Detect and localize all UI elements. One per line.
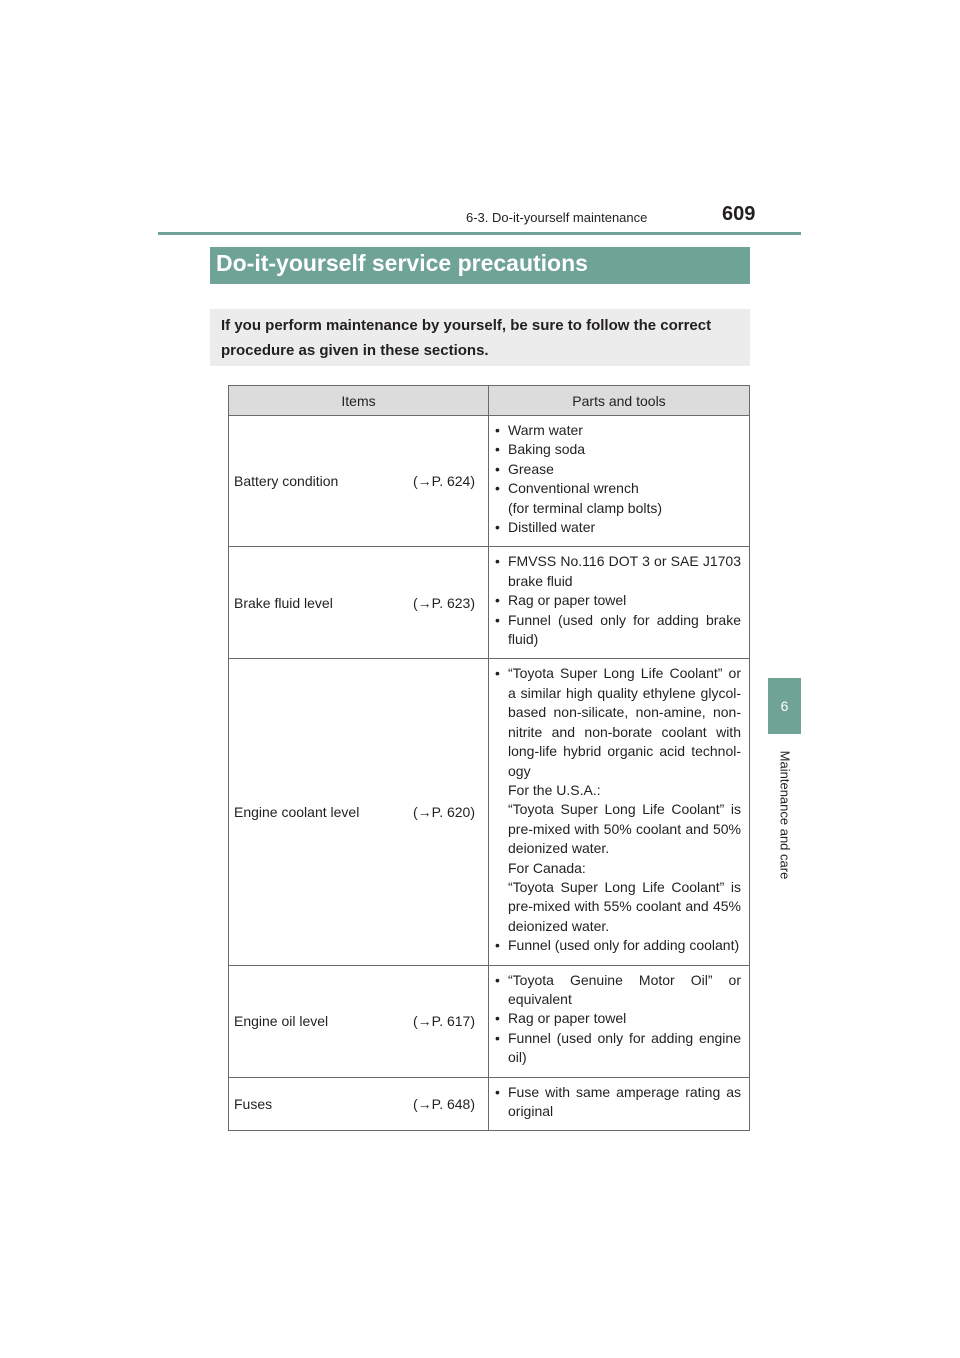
item-name: Brake fluid level <box>234 594 333 611</box>
item-cell <box>229 965 489 1077</box>
part-text: • Grease <box>508 460 554 477</box>
section-title: 6-3. Do-it-yourself maintenance <box>466 210 648 225</box>
table-body <box>229 416 750 1131</box>
part-note: “Toyota Super Long Life Coolant” is pre-mixed with 55% coolant and 45% deionized water. <box>508 878 741 934</box>
list-item <box>495 421 741 440</box>
part-text: • Conventional wrench <box>508 480 639 497</box>
part-text: • Fuse with same amperage rating as original <box>508 1083 741 1119</box>
header-parts: Parts and tools <box>489 386 750 416</box>
header-items: Items <box>229 386 489 416</box>
parts-list <box>495 421 741 537</box>
parts-list <box>495 971 741 1068</box>
parts-cell <box>489 416 750 547</box>
service-table <box>228 385 750 1131</box>
part-text: • FMVSS No.116 DOT 3 or SAE J1703 brake fluid <box>508 553 741 589</box>
part-note: (for terminal clamp bolts) <box>508 499 663 516</box>
part-text: • Distilled water <box>508 519 596 536</box>
item-cell <box>229 547 489 659</box>
page-reference: (→P. 648) <box>413 1096 475 1112</box>
table-header-row <box>229 386 750 416</box>
item-line <box>234 1096 475 1112</box>
chapter-label: Maintenance and care <box>777 750 793 880</box>
list-item <box>495 936 741 955</box>
page-title: Do-it-yourself service precautions <box>210 247 750 284</box>
parts-cell <box>489 659 750 965</box>
item-cell <box>229 416 489 547</box>
item-name: Engine oil level <box>234 1013 329 1030</box>
header-rule <box>158 232 801 235</box>
parts-list <box>495 664 741 955</box>
parts-cell <box>489 547 750 659</box>
chapter-tab: 6 <box>768 678 801 734</box>
page-reference: (→P. 620) <box>413 804 475 821</box>
parts-cell <box>489 1077 750 1131</box>
part-text: • “Toyota Genuine Motor Oil” or equivalent <box>508 971 741 1007</box>
table-row <box>229 547 750 659</box>
part-text: • “Toyota Super Long Life Coolant” or a similar high quality ethylene glycol-based non-silicate, non-amine, non-nitrite and non-borate coolant with long-life hybrid organic acid technol-ogy <box>508 665 741 779</box>
part-text: • Funnel (used only for adding brake fluid) <box>508 611 741 648</box>
part-note: For the U.S.A.: <box>508 781 601 798</box>
list-item <box>495 1009 741 1028</box>
list-item <box>495 1029 741 1068</box>
page-reference: (→P. 617) <box>413 1013 475 1030</box>
part-note: “Toyota Super Long Life Coolant” is pre-mixed with 50% coolant and 50% deionized water. <box>508 801 741 857</box>
table-row <box>229 416 750 547</box>
list-item <box>495 552 741 591</box>
part-text: • Warm water <box>508 422 583 438</box>
list-item <box>495 1083 741 1122</box>
intro-box: If you perform maintenance by yourself, be sure to follow the correct procedure as given in these sections. <box>210 309 750 366</box>
item-line <box>234 1013 475 1029</box>
list-item <box>495 460 741 479</box>
list-item <box>495 971 741 1010</box>
item-cell <box>229 659 489 965</box>
item-name: Battery condition <box>234 473 339 490</box>
parts-list <box>495 1083 741 1122</box>
item-name: Fuses <box>234 1096 273 1112</box>
page-reference: (→P. 624) <box>413 473 475 490</box>
page-number: 609 <box>722 203 756 225</box>
part-text: • Baking soda <box>508 441 586 458</box>
table-row <box>229 659 750 965</box>
list-item <box>495 518 741 537</box>
part-text: • Funnel (used only for adding engine oil) <box>508 1029 741 1066</box>
table-row <box>229 965 750 1077</box>
item-line <box>234 473 475 489</box>
list-item <box>495 591 741 610</box>
part-text: • Rag or paper towel <box>508 1010 627 1027</box>
parts-list <box>495 552 741 649</box>
list-item <box>495 611 741 650</box>
part-text: • Rag or paper towel <box>508 592 627 609</box>
page-reference: (→P. 623) <box>413 594 475 611</box>
table-row <box>229 1077 750 1131</box>
part-text: • Funnel (used only for adding coolant) <box>508 937 740 954</box>
item-line <box>234 804 475 820</box>
item-line <box>234 595 475 611</box>
list-item <box>495 479 741 518</box>
list-item <box>495 440 741 459</box>
part-note: For Canada: <box>508 859 586 876</box>
item-name: Engine coolant level <box>234 804 360 821</box>
list-item <box>495 664 741 936</box>
item-cell <box>229 1077 489 1131</box>
parts-cell <box>489 965 750 1077</box>
